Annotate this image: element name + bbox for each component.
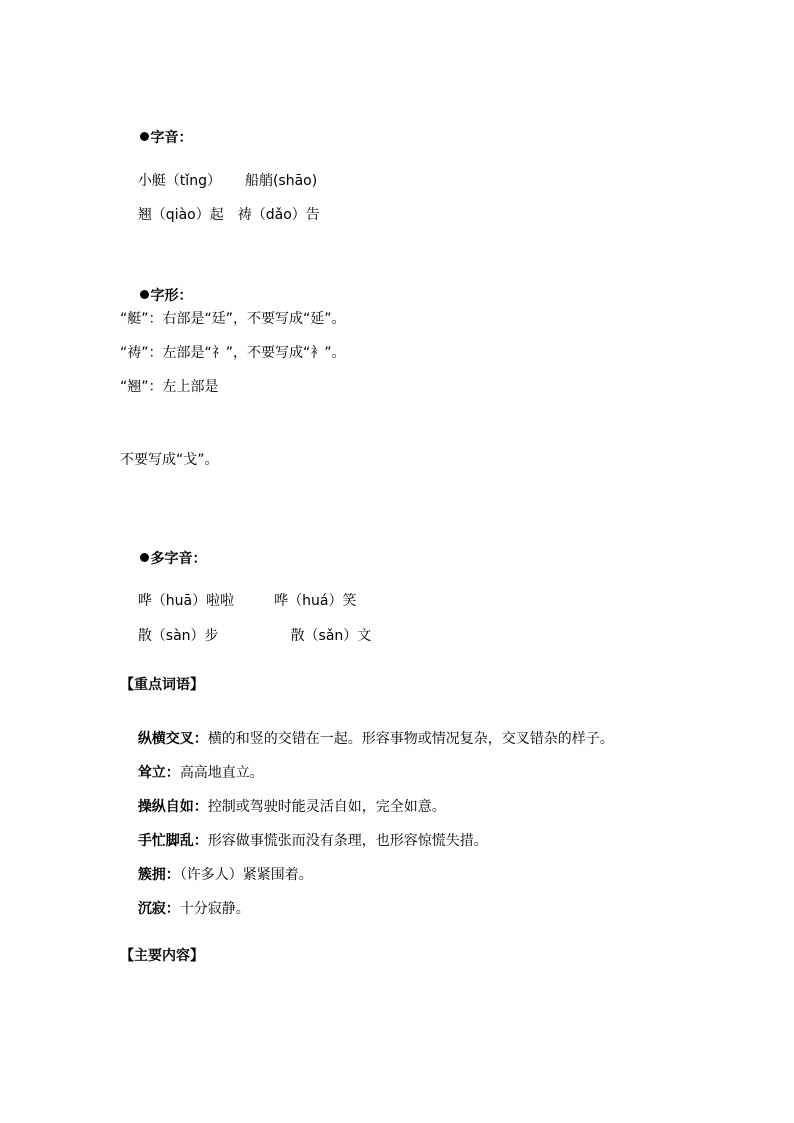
- polyphone-item: 散（sàn）步: [137, 628, 219, 644]
- heading-text: 多字音：: [150, 551, 207, 567]
- keyword-definition: 控制或驾驶时能灵活自如，完全如意。: [207, 799, 446, 815]
- keyword-definition: 高高地直立。: [179, 765, 264, 781]
- pronunciation-item: 祷（dǎo）告: [237, 207, 320, 223]
- glyph-line: 不要写成“戈”。: [120, 452, 219, 468]
- bullet-icon: [140, 132, 149, 141]
- keyword-term: 操纵自如：: [137, 799, 208, 815]
- pronunciation-item: 翘（qiào）起: [137, 207, 224, 223]
- keywords-heading: 【重点词语】: [120, 677, 204, 693]
- keyword-term: 手忙脚乱：: [137, 833, 208, 849]
- glyph-line: “翘”：左上部是: [120, 379, 219, 395]
- keyword-entry: [120, 879, 250, 939]
- keyword-definition: 形容做事慌张而没有条理，也形容惊慌失措。: [207, 833, 488, 849]
- keyword-term: 簇拥：: [137, 867, 180, 883]
- keyword-definition: （许多人）紧紧围着。: [179, 867, 313, 883]
- keyword-term: 耸立：: [137, 765, 180, 781]
- keyword-definition: 横的和竖的交错在一起。形容事物或情况复杂，交叉错杂的样子。: [207, 731, 614, 747]
- polyphone-item: 哗（huā）啦啦: [137, 593, 235, 609]
- glyph-line: “艇”：右部是“廷”，不要写成“延”。: [120, 311, 346, 327]
- polyphone-line-2: [120, 606, 371, 666]
- pronunciation-line-2: [120, 185, 320, 245]
- polyphone-item: 散（sǎn）文: [290, 628, 372, 644]
- keyword-term: 沉寂：: [137, 901, 180, 917]
- bullet-icon: [140, 290, 149, 299]
- keyword-definition: 十分寂静。: [179, 901, 250, 917]
- glyph-line: “祷”：左部是“礻”，不要写成“衤”。: [120, 345, 346, 361]
- polyphone-item: 哗（huá）笑: [274, 593, 357, 609]
- heading-text: 字形：: [150, 288, 193, 304]
- keyword-term: 纵横交叉：: [137, 731, 208, 747]
- bullet-icon: [140, 553, 149, 562]
- main-content-heading: 【主要内容】: [120, 948, 204, 964]
- pronunciation-item: 船艄(shāo): [244, 173, 318, 189]
- heading-text: 字音：: [150, 130, 193, 146]
- pronunciation-item: 小艇（tǐng）: [137, 173, 221, 189]
